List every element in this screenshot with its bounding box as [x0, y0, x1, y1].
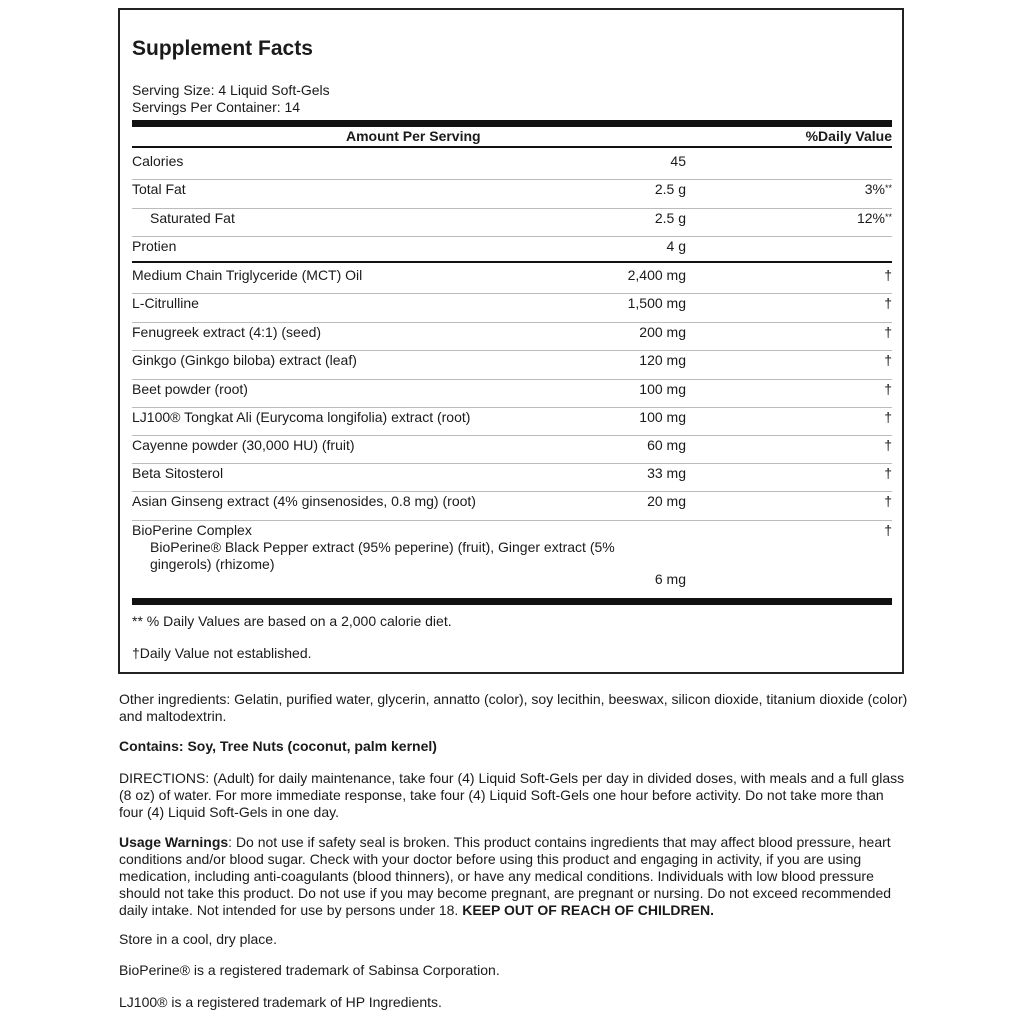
- ingredient-amount: 100 mg: [639, 409, 686, 425]
- nutrient-amount: 2.5 g: [654, 181, 686, 197]
- ingredient-amount: 1,500 mg: [627, 295, 686, 311]
- ingredient-amount: 20 mg: [647, 493, 686, 509]
- usage-warnings: [119, 834, 909, 919]
- footnote-not-established: †Daily Value not established.: [132, 645, 312, 661]
- ingredient-amount: 100 mg: [639, 381, 686, 397]
- ingredient-daily-value: †: [884, 381, 892, 397]
- row-divider: [132, 520, 892, 521]
- nutrient-name: Calories: [132, 153, 184, 169]
- row-divider: [132, 435, 892, 436]
- ingredient-amount: 33 mg: [647, 465, 686, 481]
- ingredient-daily-value: †: [884, 324, 892, 340]
- dv-mark: **: [884, 212, 892, 222]
- ingredient-daily-value: †: [884, 409, 892, 425]
- ingredient-daily-value: †: [884, 267, 892, 283]
- nutrient-name: Saturated Fat: [150, 210, 235, 226]
- facts-title: Supplement Facts: [132, 37, 313, 60]
- usage-warnings-label: Usage Warnings: [119, 834, 229, 850]
- servings-per-container: Servings Per Container: 14: [132, 99, 301, 115]
- allergen-contains: Contains: Soy, Tree Nuts (coconut, palm kernel): [119, 738, 437, 754]
- serving-size: Serving Size: 4 Liquid Soft-Gels: [132, 82, 330, 98]
- ingredient-amount: 60 mg: [647, 437, 686, 453]
- top-thick-bar: [132, 120, 892, 127]
- directions: DIRECTIONS: (Adult) for daily maintenance, take four (4) Liquid Soft-Gels per day in divided doses, with meals and a full glass (8 oz) of water. For more immediate response, take four (4) Liquid Soft-Gels one hour before activity. Do not take more than four (4) Liquid Soft-Gels in one day.: [119, 770, 905, 820]
- ingredient-daily-value: †: [884, 437, 892, 453]
- row-divider: [132, 379, 892, 380]
- ingredient-name: Ginkgo (Ginkgo biloba) extract (leaf): [132, 352, 357, 368]
- ingredient-daily-value: †: [884, 352, 892, 368]
- usage-warnings-bold: KEEP OUT OF REACH OF CHILDREN.: [462, 902, 714, 918]
- dv-value: 12%: [856, 210, 885, 226]
- header-rule: [132, 146, 892, 148]
- ingredient-name: Asian Ginseng extract (4% ginsenosides, 0.8 mg) (root): [132, 493, 476, 509]
- ingredient-name: Cayenne powder (30,000 HU) (fruit): [132, 437, 355, 453]
- row-divider: [132, 350, 892, 351]
- complex-daily-value: †: [884, 522, 892, 538]
- dv-value: 3%: [864, 181, 885, 197]
- footnote-daily-values: ** % Daily Values are based on a 2,000 calorie diet.: [132, 613, 452, 629]
- nutrient-name: Protien: [132, 238, 177, 254]
- complex-name: BioPerine Complex: [132, 522, 252, 538]
- ingredient-amount: 2,400 mg: [627, 267, 686, 283]
- ingredient-name: L-Citrulline: [132, 295, 199, 311]
- nutrient-amount: 45: [670, 153, 686, 169]
- dv-mark: **: [884, 183, 892, 193]
- storage-instructions: Store in a cool, dry place.: [119, 931, 277, 947]
- row-divider: [132, 491, 892, 492]
- complex-amount: 6 mg: [654, 571, 686, 587]
- ingredient-name: Beet powder (root): [132, 381, 248, 397]
- usage-warnings-text: : Do not use if safety seal is broken. This product contains ingredients that may affect blood pressure, heart conditions and/or blood sugar. Check with your doctor before using this product and engaging in activity, if you are using medication, including anti-coagulants (blood thinners), or have any medical conditions. Individuals with low blood pressure should not take this product. Do not use if you may become pregnant, are pregnant or nursing. Do not exceed recommended daily intake. Not intended for use by persons under 18.: [119, 834, 892, 918]
- ingredient-name: Beta Sitosterol: [132, 465, 224, 481]
- trademark-bioperine: BioPerine® is a registered trademark of Sabinsa Corporation.: [119, 962, 500, 978]
- bottom-thick-bar: [132, 598, 892, 605]
- ingredient-daily-value: †: [884, 465, 892, 481]
- header-daily-value: %Daily Value: [805, 128, 892, 144]
- nutrient-daily-value: [865, 181, 892, 197]
- ingredient-name: LJ100® Tongkat Ali (Eurycoma longifolia) extract (root): [132, 409, 471, 425]
- column-header: [132, 128, 892, 144]
- ingredient-name: Fenugreek extract (4:1) (seed): [132, 324, 322, 340]
- other-ingredients: Other ingredients: Gelatin, purified water, glycerin, annatto (color), soy lecithin, beeswax, silicon dioxide, titanium dioxide (color) and maltodextrin.: [119, 691, 908, 724]
- row-divider: [132, 322, 892, 323]
- row-divider: [132, 407, 892, 408]
- nutrient-amount: 4 g: [666, 238, 686, 254]
- ingredient-daily-value: †: [884, 493, 892, 509]
- nutrient-name: Total Fat: [132, 181, 186, 197]
- nutrient-daily-value: [857, 210, 892, 226]
- nutrient-amount: 2.5 g: [654, 210, 686, 226]
- ingredient-amount: 200 mg: [639, 324, 686, 340]
- supplement-facts-panel: [118, 8, 904, 674]
- row-divider: [132, 463, 892, 464]
- row-divider: [132, 236, 892, 237]
- trademark-lj100: LJ100® is a registered trademark of HP Ingredients.: [119, 994, 442, 1010]
- section-divider: [132, 261, 892, 263]
- ingredient-amount: 120 mg: [639, 352, 686, 368]
- ingredient-name: Medium Chain Triglyceride (MCT) Oil: [132, 267, 363, 283]
- complex-detail: BioPerine® Black Pepper extract (95% peperine) (fruit), Ginger extract (5% gingerols) (rhizome): [150, 539, 615, 572]
- row-divider: [132, 293, 892, 294]
- ingredient-daily-value: †: [884, 295, 892, 311]
- header-amount: Amount Per Serving: [346, 128, 481, 144]
- row-divider: [132, 179, 892, 180]
- row-divider: [132, 208, 892, 209]
- serving-info: [132, 82, 330, 116]
